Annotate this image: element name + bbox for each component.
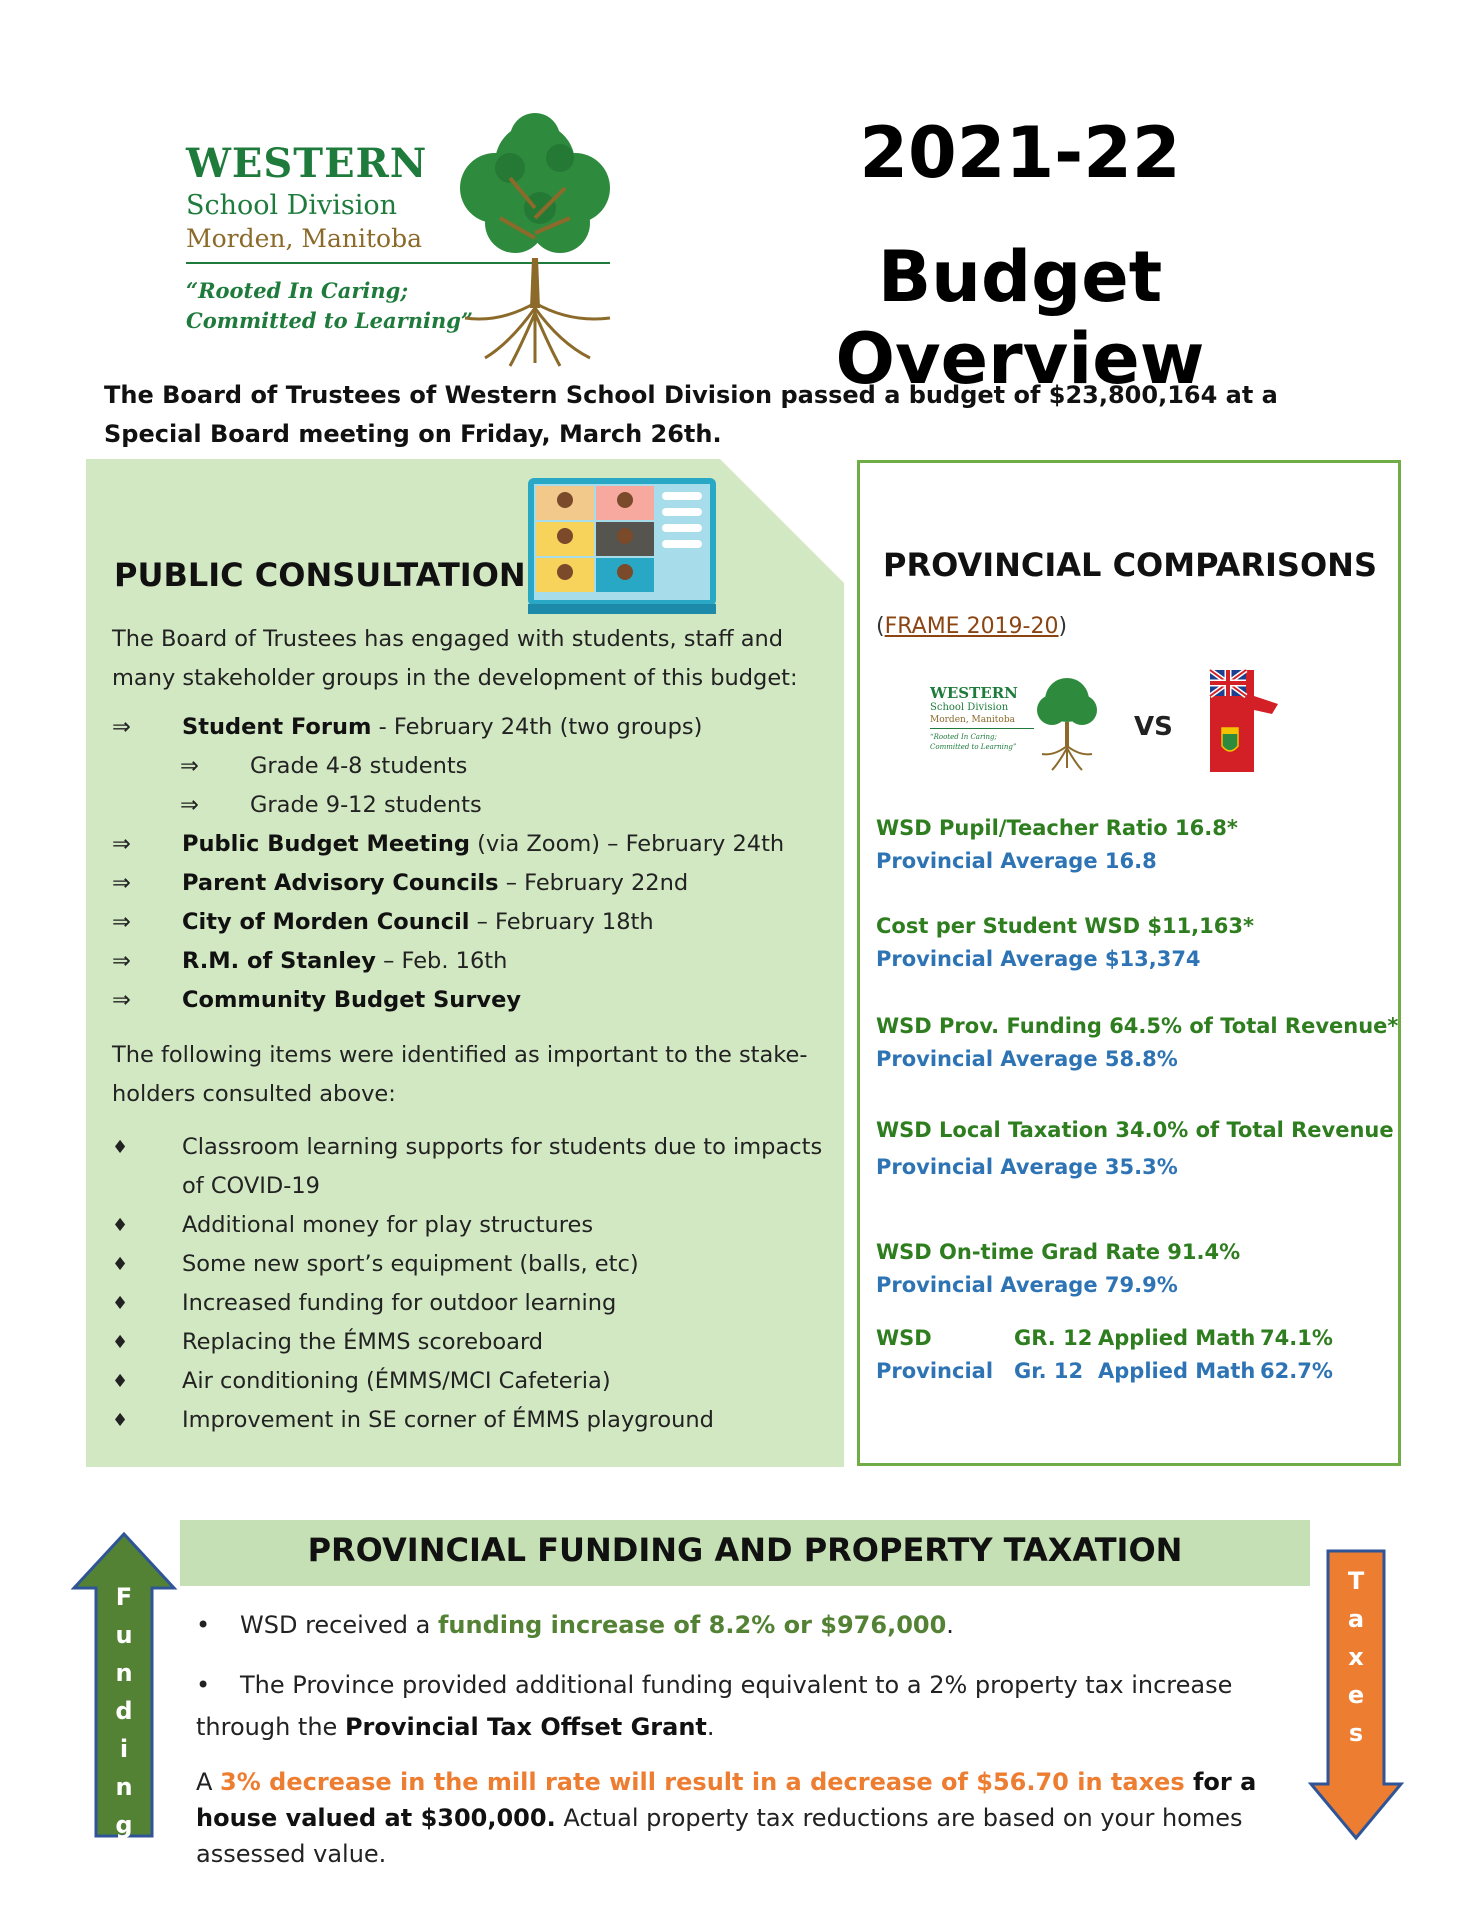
arrow-letter: d: [115, 1697, 133, 1725]
event-detail: – Feb. 16th: [375, 948, 508, 974]
priority-text: Increased funding for outdoor learning: [182, 1290, 617, 1316]
source-citation: [876, 614, 1067, 639]
funding-point-3: [196, 1764, 1306, 1872]
math-prov-value: 62.7%: [1260, 1359, 1333, 1383]
comparison-item: [876, 1114, 1394, 1184]
logo-motto-line2: Committed to Learning”: [186, 308, 473, 333]
priority-item: [112, 1206, 832, 1245]
wsd-stat: WSD Prov. Funding 64.5% of Total Revenue*: [876, 1014, 1399, 1038]
diamond-bullet-icon: ♦: [112, 1293, 129, 1314]
math-prov-grade: Gr. 12: [1014, 1359, 1084, 1383]
event-text: [182, 981, 521, 1020]
consultation-event-list: [112, 708, 832, 1020]
event-name: Parent Advisory Councils: [182, 870, 499, 896]
event-name: R.M. of Stanley: [182, 948, 376, 974]
wsd-stat: WSD Pupil/Teacher Ratio 16.8*: [876, 816, 1238, 840]
comparison-item: [876, 1010, 1398, 1076]
diamond-bullet-icon: ♦: [112, 1371, 129, 1392]
bullet: •: [196, 1671, 211, 1699]
comparison-item: [876, 1236, 1240, 1302]
bullet: •: [196, 1611, 211, 1639]
diamond-bullet-icon: ♦: [112, 1332, 129, 1353]
priority-text: Improvement in SE corner of ÉMMS playground: [182, 1407, 714, 1433]
math-wsd-grade: GR. 12: [1014, 1326, 1093, 1350]
arrow-letter: g: [115, 1811, 133, 1839]
tree-logo-icon: [440, 108, 630, 368]
p3-rest: Actual property tax reductions are based on your homes assessed value.: [196, 1804, 1243, 1868]
vs-label: VS: [1134, 712, 1173, 742]
funding-point-1: [196, 1606, 954, 1644]
arrow-letter: u: [115, 1621, 133, 1649]
document-year: 2021-22: [859, 112, 1181, 194]
arrow-letter: i: [119, 1735, 129, 1763]
arrow-icon: ⇒: [112, 831, 131, 857]
comparisons-title: PROVINCIAL COMPARISONS: [882, 546, 1377, 584]
consultation-event: [112, 708, 832, 747]
priority-text: Additional money for play structures: [182, 1212, 594, 1238]
consultation-event: [112, 747, 832, 786]
arrow-icon: ⇒: [112, 948, 131, 974]
provincial-stat: Provincial Average 35.3%: [876, 1155, 1178, 1179]
consultation-event: [112, 864, 832, 903]
event-name: Public Budget Meeting: [182, 831, 470, 857]
event-detail: (via Zoom) – February 24th: [469, 831, 785, 857]
p2-prefix: The Province provided additional funding equivalent to a 2% property tax increase through the: [196, 1671, 1233, 1741]
math-row-prov: [876, 1359, 1396, 1389]
event-text: [250, 786, 482, 825]
manitoba-flag-icon: [1208, 668, 1280, 774]
arrow-letter: T: [1347, 1567, 1365, 1595]
event-text: [250, 747, 467, 786]
consultation-intro: The Board of Trustees has engaged with students, staff and many stakeholder groups in the development of this budget:: [112, 626, 798, 691]
priority-item: [112, 1128, 832, 1206]
arrow-icon: ⇒: [112, 909, 131, 935]
arrow-letter: x: [1348, 1643, 1364, 1671]
priority-text: Replacing the ÉMMS scoreboard: [182, 1329, 544, 1355]
small-wsd-logo: [930, 672, 1100, 772]
p2-suffix: .: [706, 1713, 715, 1741]
funding-arrow-label: [104, 1578, 144, 1844]
consultation-title: PUBLIC CONSULTATION: [114, 556, 526, 594]
comparison-item: [876, 812, 1238, 878]
event-name: Community Budget Survey: [182, 987, 522, 1013]
identified-text: The following items were identified as important to the stake-holders consulted above:: [112, 1042, 808, 1107]
priority-item: [112, 1323, 832, 1362]
comparison-item: [876, 910, 1254, 976]
p1-prefix: WSD received a: [240, 1611, 438, 1639]
arrow-letter: a: [1347, 1605, 1365, 1633]
arrow-letter: n: [115, 1659, 133, 1687]
video-meeting-icon: [528, 478, 716, 616]
event-name: City of Morden Council: [182, 909, 470, 935]
intro-text: The Board of Trustees of Western School Division passed a budget of $23,800,164 at a Special Board meeting on Friday, March 26th.: [104, 381, 1278, 448]
arrow-icon: ⇒: [112, 870, 131, 896]
consultation-event: [112, 942, 832, 981]
priority-item: [112, 1401, 832, 1440]
small-logo-motto: “Rooted In Caring; Committed to Learning”: [930, 733, 1017, 751]
arrow-icon: ⇒: [112, 714, 131, 740]
taxes-arrow-label: [1336, 1562, 1376, 1752]
event-detail: Grade 4-8 students: [250, 753, 468, 779]
small-logo-name: WESTERN: [930, 684, 1018, 702]
priority-text: Classroom learning supports for students due to impacts of COVID-19: [182, 1134, 823, 1199]
logo-motto: [186, 276, 473, 336]
logo-motto-line1: “Rooted In Caring;: [186, 278, 409, 303]
event-text: [182, 942, 507, 981]
math-wsd-subject: Applied Math: [1098, 1326, 1256, 1350]
funding-increase-highlight: funding increase of 8.2% or $976,000: [437, 1611, 947, 1639]
arrow-icon: ⇒: [180, 792, 199, 818]
small-logo-location: Morden, Manitoba: [930, 715, 1015, 725]
math-wsd-label: WSD: [876, 1326, 932, 1350]
event-detail: - February 24th (two groups): [371, 714, 703, 740]
priority-text: Some new sport’s equipment (balls, etc): [182, 1251, 639, 1277]
priority-list: [112, 1128, 832, 1440]
math-row-wsd: [876, 1326, 1396, 1356]
small-logo-subtitle: School Division: [930, 702, 1009, 713]
p3-a: A: [196, 1768, 221, 1796]
math-prov-subject: Applied Math: [1098, 1359, 1256, 1383]
wsd-stat: WSD Local Taxation 34.0% of Total Revenue: [876, 1118, 1394, 1142]
diamond-bullet-icon: ♦: [112, 1215, 129, 1236]
event-name: Student Forum: [182, 714, 372, 740]
provincial-stat: Provincial Average 58.8%: [876, 1047, 1178, 1071]
consultation-event: [112, 903, 832, 942]
arrow-letter: n: [115, 1773, 133, 1801]
tax-offset-grant: Provincial Tax Offset Grant: [344, 1713, 707, 1741]
diamond-bullet-icon: ♦: [112, 1410, 129, 1431]
arrow-icon: ⇒: [180, 753, 199, 779]
source-open: (: [876, 614, 885, 639]
priority-item: [112, 1284, 832, 1323]
consultation-event: [112, 825, 832, 864]
math-wsd-value: 74.1%: [1260, 1326, 1333, 1350]
funding-title: PROVINCIAL FUNDING AND PROPERTY TAXATION: [307, 1531, 1183, 1569]
logo-location: Morden, Manitoba: [186, 224, 422, 253]
frame-link[interactable]: FRAME 2019-20: [884, 614, 1059, 639]
mill-rate-highlight: 3% decrease in the mill rate will result in a decrease of $56.70 in taxes: [220, 1768, 1185, 1796]
event-text: [182, 825, 784, 864]
consultation-event: [112, 981, 832, 1020]
event-detail: – February 22nd: [498, 870, 689, 896]
consultation-event: [112, 786, 832, 825]
priority-item: [112, 1362, 832, 1401]
arrow-letter: F: [115, 1583, 133, 1611]
diamond-bullet-icon: ♦: [112, 1137, 129, 1158]
event-detail: Grade 9-12 students: [250, 792, 482, 818]
logo-subtitle: School Division: [186, 190, 398, 221]
p1-suffix: .: [946, 1611, 954, 1639]
provincial-stat: Provincial Average $13,374: [876, 947, 1201, 971]
small-tree-icon: [1034, 672, 1100, 772]
small-logo-rule: [930, 728, 1034, 729]
provincial-stat: Provincial Average 79.9%: [876, 1273, 1178, 1297]
event-text: [182, 708, 702, 747]
funding-point-2: [196, 1664, 1296, 1748]
arrow-letter: s: [1348, 1719, 1364, 1747]
event-text: [182, 903, 654, 942]
diamond-bullet-icon: ♦: [112, 1254, 129, 1275]
math-prov-label: Provincial: [876, 1359, 994, 1383]
source-close: ): [1058, 614, 1068, 639]
event-text: [182, 864, 688, 903]
provincial-stat: Provincial Average 16.8: [876, 849, 1157, 873]
wsd-stat: Cost per Student WSD $11,163*: [876, 914, 1254, 938]
priority-text: Air conditioning (ÉMMS/MCI Cafeteria): [182, 1368, 611, 1394]
arrow-icon: ⇒: [112, 987, 131, 1013]
house-value-text: for a house valued at $300,000.: [196, 1768, 1257, 1832]
document-title: Budget Overview: [835, 236, 1205, 400]
logo-name: WESTERN: [186, 140, 428, 187]
priority-item: [112, 1245, 832, 1284]
arrow-letter: e: [1347, 1681, 1365, 1709]
wsd-stat: WSD On-time Grad Rate 91.4%: [876, 1240, 1241, 1264]
event-detail: – February 18th: [469, 909, 654, 935]
